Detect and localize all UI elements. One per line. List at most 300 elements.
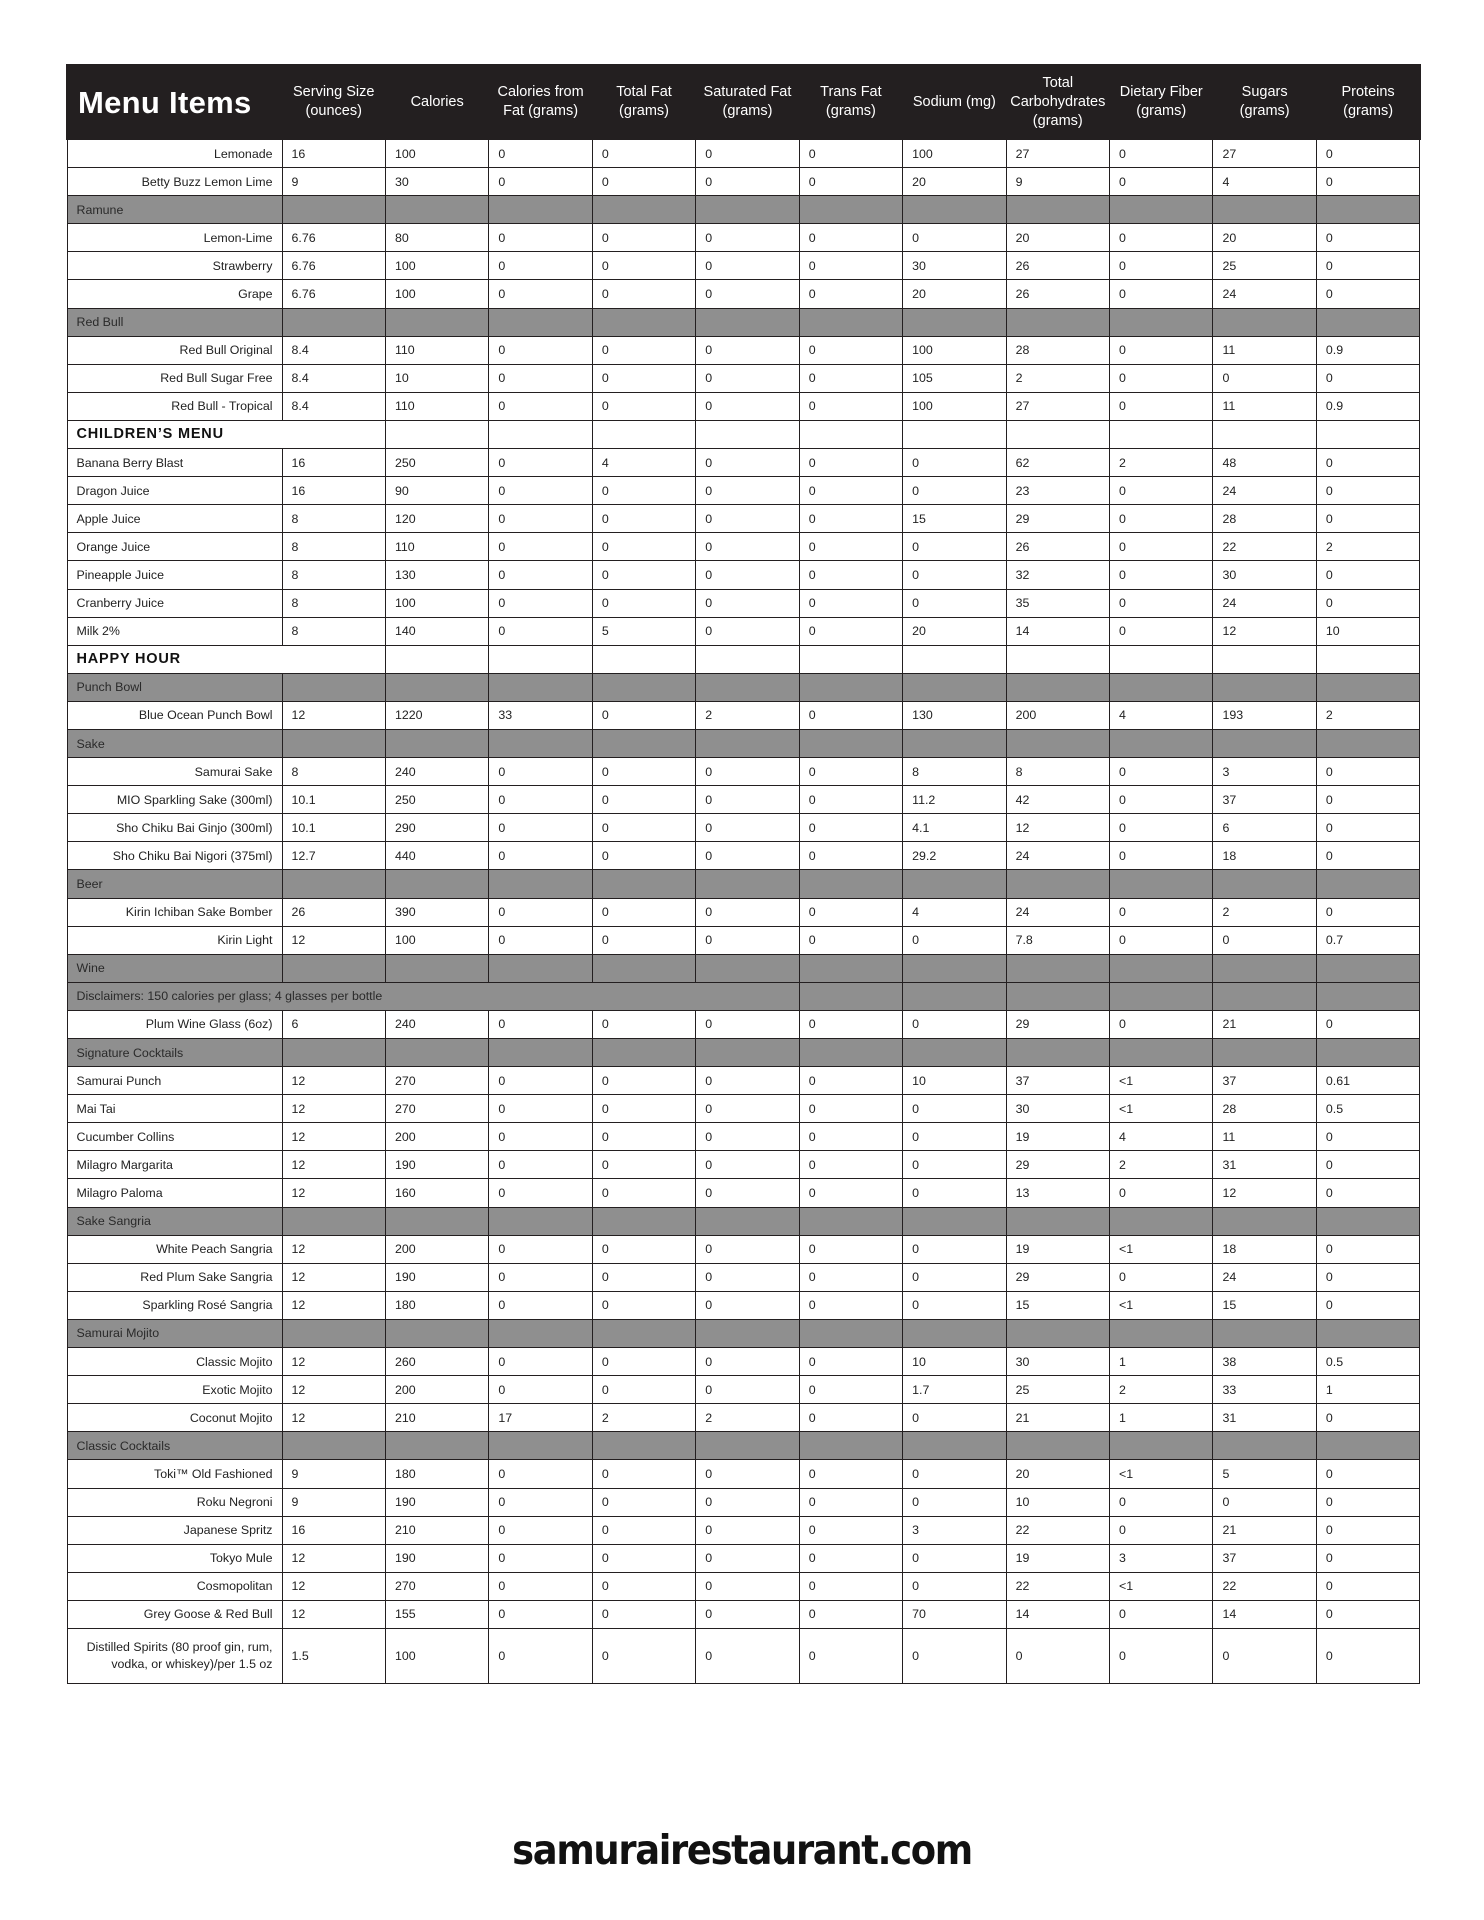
empty-cell [1110,645,1213,673]
value-cell: 1.7 [903,1376,1006,1404]
value-cell: 6.76 [282,224,385,252]
value-cell: 0 [1316,1600,1419,1628]
value-cell: 26 [1006,280,1109,308]
table-row [67,505,1420,533]
value-cell: 4 [1213,168,1316,196]
empty-cell [1316,729,1419,757]
value-cell: 12 [1213,1179,1316,1207]
value-cell: 6.76 [282,252,385,280]
table-row [67,1460,1420,1488]
value-cell: 0 [1213,1628,1316,1683]
value-cell: 0 [489,1544,592,1572]
table-row [67,1488,1420,1516]
section-title: HAPPY HOUR [67,645,385,673]
value-cell: 0 [1110,1179,1213,1207]
menu-item-name: Kirin Ichiban Sake Bomber [67,898,282,926]
value-cell: 0 [489,617,592,645]
value-cell: 390 [385,898,488,926]
value-cell: 0 [592,168,695,196]
value-cell: 0 [1316,589,1419,617]
empty-cell [489,1207,592,1235]
value-cell: 110 [385,533,488,561]
empty-cell [1006,1432,1109,1460]
empty-cell [1213,1207,1316,1235]
value-cell: 0 [1110,617,1213,645]
empty-cell [385,673,488,701]
value-cell: 10.1 [282,786,385,814]
value-cell: 0 [1316,786,1419,814]
value-cell: 12 [282,1376,385,1404]
table-row [67,1235,1420,1263]
empty-cell [1213,1432,1316,1460]
value-cell: 0 [696,786,799,814]
empty-cell [1316,870,1419,898]
value-cell: 13 [1006,1179,1109,1207]
value-cell: 0 [696,617,799,645]
value-cell: 0 [592,842,695,870]
value-cell: 0 [696,1600,799,1628]
value-cell: 6.76 [282,280,385,308]
value-cell: 0 [696,1123,799,1151]
value-cell: 0 [1316,1235,1419,1263]
value-cell: 100 [903,392,1006,420]
column-header-proteins: Proteins (grams) [1316,65,1419,139]
value-cell: 11 [1213,392,1316,420]
empty-cell [282,1039,385,1067]
column-header-sugars: Sugars (grams) [1213,65,1316,139]
value-cell: 0 [592,1376,695,1404]
menu-item-name: Banana Berry Blast [67,449,282,477]
value-cell: 0 [696,477,799,505]
value-cell: 28 [1006,336,1109,364]
value-cell: 270 [385,1095,488,1123]
value-cell: 12 [282,1235,385,1263]
value-cell: 0 [903,1628,1006,1683]
value-cell: 0 [903,1179,1006,1207]
menu-item-name: Lemonade [67,139,282,168]
value-cell: 0 [489,1151,592,1179]
value-cell: 0 [489,280,592,308]
category-label: Sake [67,729,282,757]
table-row [67,1179,1420,1207]
value-cell: 200 [385,1235,488,1263]
menu-item-name: Milagro Paloma [67,1179,282,1207]
value-cell: 0 [1316,842,1419,870]
empty-cell [1006,1039,1109,1067]
value-cell: 0 [592,1123,695,1151]
value-cell: 0 [1110,814,1213,842]
empty-cell [696,1039,799,1067]
value-cell: 0 [696,449,799,477]
value-cell: 0 [592,589,695,617]
value-cell: 0 [489,139,592,168]
value-cell: 9 [1006,168,1109,196]
value-cell: 8.4 [282,336,385,364]
value-cell: 190 [385,1263,488,1291]
value-cell: 0 [592,926,695,954]
empty-cell [385,420,488,448]
value-cell: 2 [592,1404,695,1432]
value-cell: 0 [799,1404,902,1432]
value-cell: 6 [1213,814,1316,842]
empty-cell [1316,420,1419,448]
value-cell: 20 [903,617,1006,645]
column-header-dietary-fiber: Dietary Fiber (grams) [1110,65,1213,139]
empty-cell [1213,982,1316,1010]
value-cell: 0 [799,758,902,786]
empty-cell [1316,308,1419,336]
value-cell: 105 [903,364,1006,392]
value-cell: 0 [1316,364,1419,392]
value-cell: 22 [1006,1516,1109,1544]
value-cell: 12 [1006,814,1109,842]
empty-cell [1110,196,1213,224]
value-cell: 0 [696,1544,799,1572]
value-cell: 16 [282,449,385,477]
value-cell: 0 [489,1376,592,1404]
value-cell: 8 [903,758,1006,786]
empty-cell [1110,1207,1213,1235]
menu-item-name: White Peach Sangria [67,1235,282,1263]
category-label: Punch Bowl [67,673,282,701]
value-cell: 9 [282,1488,385,1516]
empty-cell [1110,954,1213,982]
empty-cell [1213,420,1316,448]
column-header-calories: Calories [385,65,488,139]
value-cell: 12 [282,1291,385,1319]
value-cell: 0 [696,926,799,954]
value-cell: 0 [1110,561,1213,589]
value-cell: 10 [903,1348,1006,1376]
table-row [67,701,1420,729]
value-cell: 0 [592,1348,695,1376]
value-cell: 0 [489,1600,592,1628]
value-cell: 0 [592,1235,695,1263]
value-cell: 0 [489,1235,592,1263]
value-cell: 24 [1213,477,1316,505]
menu-item-name: Grape [67,280,282,308]
value-cell: 180 [385,1291,488,1319]
value-cell: 0 [696,1095,799,1123]
value-cell: 0 [489,758,592,786]
value-cell: 190 [385,1488,488,1516]
empty-cell [282,673,385,701]
value-cell: 12 [282,1123,385,1151]
value-cell: 0 [799,898,902,926]
value-cell: 0 [696,533,799,561]
empty-cell [903,420,1006,448]
menu-item-name: Tokyo Mule [67,1544,282,1572]
menu-item-name: Samurai Punch [67,1067,282,1095]
value-cell: 0 [489,1010,592,1038]
value-cell: 19 [1006,1235,1109,1263]
value-cell: 0 [799,168,902,196]
value-cell: 24 [1006,842,1109,870]
value-cell: 0 [903,533,1006,561]
value-cell: 0 [1110,589,1213,617]
empty-cell [696,870,799,898]
value-cell: 0 [1316,1488,1419,1516]
empty-cell [592,1319,695,1347]
value-cell: 0.5 [1316,1095,1419,1123]
menu-item-name: Pineapple Juice [67,561,282,589]
value-cell: 0 [489,364,592,392]
empty-cell [799,870,902,898]
empty-cell [282,196,385,224]
empty-cell [696,308,799,336]
value-cell: 0 [696,1572,799,1600]
value-cell: 0 [1110,533,1213,561]
empty-cell [1006,420,1109,448]
value-cell: 14 [1213,1600,1316,1628]
value-cell: 0 [1316,758,1419,786]
empty-cell [1316,1319,1419,1347]
empty-cell [489,1039,592,1067]
value-cell: 0 [489,505,592,533]
table-row [67,786,1420,814]
category-label: Ramune [67,196,282,224]
value-cell: 29 [1006,505,1109,533]
value-cell: 24 [1213,280,1316,308]
value-cell: 0 [1110,392,1213,420]
table-row [67,168,1420,196]
column-header-saturated-fat: Saturated Fat (grams) [696,65,799,139]
disclaimer-text: Disclaimers: 150 calories per glass; 4 glasses per bottle [67,982,799,1010]
value-cell: 12 [1213,617,1316,645]
value-cell: 18 [1213,1235,1316,1263]
empty-cell [1006,196,1109,224]
empty-cell [1316,1432,1419,1460]
value-cell: 28 [1213,505,1316,533]
value-cell: 0 [489,168,592,196]
table-row [67,1348,1420,1376]
empty-cell [489,1319,592,1347]
value-cell: 0 [799,1600,902,1628]
empty-cell [1110,982,1213,1010]
value-cell: 0 [592,1600,695,1628]
empty-cell [592,729,695,757]
table-row [67,1067,1420,1095]
table-row [67,1628,1420,1683]
value-cell: 0 [696,392,799,420]
value-cell: <1 [1110,1067,1213,1095]
value-cell: 100 [385,280,488,308]
empty-cell [696,196,799,224]
value-cell: 12 [282,1263,385,1291]
value-cell: 19 [1006,1123,1109,1151]
value-cell: 0 [1213,926,1316,954]
value-cell: 10 [385,364,488,392]
empty-cell [696,729,799,757]
value-cell: 180 [385,1460,488,1488]
value-cell: <1 [1110,1235,1213,1263]
category-row [67,1319,1420,1347]
value-cell: 8 [282,505,385,533]
menu-item-name: Strawberry [67,252,282,280]
menu-item-name: Lemon-Lime [67,224,282,252]
empty-cell [282,870,385,898]
value-cell: 250 [385,449,488,477]
value-cell: 130 [385,561,488,589]
value-cell: 0 [696,168,799,196]
value-cell: 30 [1006,1095,1109,1123]
value-cell: 2 [1006,364,1109,392]
menu-item-name: Samurai Sake [67,758,282,786]
value-cell: 8 [282,758,385,786]
value-cell: 0 [1110,1516,1213,1544]
value-cell: 21 [1213,1516,1316,1544]
empty-cell [385,645,488,673]
value-cell: 0 [592,139,695,168]
value-cell: 0 [592,561,695,589]
empty-cell [1110,673,1213,701]
empty-cell [385,308,488,336]
value-cell: 25 [1213,252,1316,280]
table-title: Menu Items [67,65,282,139]
value-cell: 0 [1213,1488,1316,1516]
value-cell: 0 [1316,252,1419,280]
empty-cell [282,954,385,982]
value-cell: 0 [592,1151,695,1179]
value-cell: 0 [1316,1544,1419,1572]
value-cell: 0 [696,1348,799,1376]
empty-cell [903,673,1006,701]
value-cell: 0 [1110,842,1213,870]
table-row [67,1123,1420,1151]
value-cell: 0 [799,617,902,645]
value-cell: 0 [489,1067,592,1095]
value-cell: 0 [903,1460,1006,1488]
empty-cell [1316,954,1419,982]
value-cell: 0 [799,505,902,533]
value-cell: 0 [489,336,592,364]
empty-cell [799,982,902,1010]
empty-cell [903,1319,1006,1347]
value-cell: 0 [799,139,902,168]
value-cell: 0 [1316,224,1419,252]
value-cell: 0 [592,1488,695,1516]
table-row [67,533,1420,561]
value-cell: 20 [1006,224,1109,252]
value-cell: 0 [696,1179,799,1207]
value-cell: 0 [799,926,902,954]
menu-item-name: Cranberry Juice [67,589,282,617]
value-cell: 12 [282,701,385,729]
empty-cell [1316,673,1419,701]
value-cell: 12 [282,1404,385,1432]
empty-cell [1006,645,1109,673]
value-cell: 0 [489,449,592,477]
table-header-row [67,65,1420,139]
empty-cell [696,673,799,701]
value-cell: 0 [903,1404,1006,1432]
value-cell: 0 [1110,336,1213,364]
value-cell: 0 [1316,561,1419,589]
value-cell: 8 [1006,758,1109,786]
value-cell: 8 [282,561,385,589]
empty-cell [282,729,385,757]
value-cell: 17 [489,1404,592,1432]
menu-item-name: MIO Sparkling Sake (300ml) [67,786,282,814]
value-cell: 11 [1213,1123,1316,1151]
value-cell: 0 [799,786,902,814]
value-cell: 0 [799,1151,902,1179]
value-cell: 0 [489,561,592,589]
empty-cell [1316,982,1419,1010]
empty-cell [903,1432,1006,1460]
value-cell: 100 [903,336,1006,364]
value-cell: 24 [1006,898,1109,926]
value-cell: 0 [696,1628,799,1683]
table-row [67,392,1420,420]
value-cell: 0 [489,786,592,814]
value-cell: 0.5 [1316,1348,1419,1376]
empty-cell [592,420,695,448]
value-cell: 160 [385,1179,488,1207]
value-cell: 0 [799,701,902,729]
value-cell: 2 [696,701,799,729]
value-cell: 0 [1110,1600,1213,1628]
empty-cell [1006,982,1109,1010]
category-row [67,954,1420,982]
empty-cell [1110,1039,1213,1067]
empty-cell [696,1319,799,1347]
value-cell: 12.7 [282,842,385,870]
category-row [67,673,1420,701]
value-cell: 0 [1316,1151,1419,1179]
table-row [67,252,1420,280]
value-cell: 1 [1316,1376,1419,1404]
value-cell: 0 [799,336,902,364]
value-cell: 0 [1316,1010,1419,1038]
empty-cell [592,870,695,898]
value-cell: 0 [799,449,902,477]
value-cell: 0 [696,1010,799,1038]
value-cell: 0 [799,1010,902,1038]
value-cell: 14 [1006,617,1109,645]
category-row [67,729,1420,757]
value-cell: 0 [489,926,592,954]
value-cell: 0 [592,252,695,280]
empty-cell [1213,954,1316,982]
value-cell: <1 [1110,1572,1213,1600]
nutrition-table [66,64,1421,1684]
value-cell: 0 [1110,898,1213,926]
value-cell: 0 [1316,139,1419,168]
value-cell: 25 [1006,1376,1109,1404]
value-cell: 8.4 [282,392,385,420]
value-cell: 30 [903,252,1006,280]
menu-item-name: Milk 2% [67,617,282,645]
empty-cell [903,982,1006,1010]
value-cell: 2 [696,1404,799,1432]
value-cell: <1 [1110,1095,1213,1123]
menu-item-name: Red Bull Original [67,336,282,364]
value-cell: 24 [1213,589,1316,617]
value-cell: 0 [799,1179,902,1207]
value-cell: 31 [1213,1151,1316,1179]
table-row [67,926,1420,954]
menu-item-name: Red Bull - Tropical [67,392,282,420]
value-cell: 0 [1110,1628,1213,1683]
value-cell: 0 [1316,1291,1419,1319]
empty-cell [903,870,1006,898]
empty-cell [1110,1432,1213,1460]
empty-cell [1213,1039,1316,1067]
value-cell: 100 [385,252,488,280]
table-row [67,1291,1420,1319]
value-cell: 0 [903,1291,1006,1319]
